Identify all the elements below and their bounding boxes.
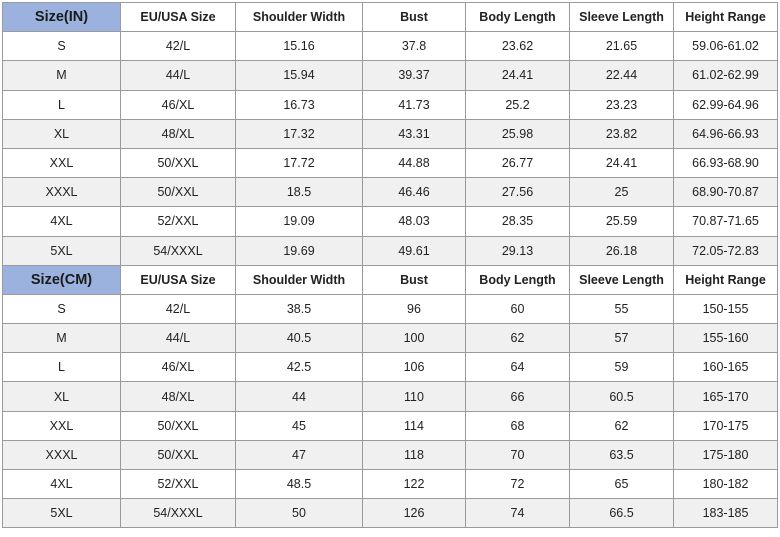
cm-table-row xyxy=(3,382,778,411)
column-header: Bust xyxy=(363,3,466,32)
table-cell: 15.16 xyxy=(236,32,363,61)
table-cell: 48.5 xyxy=(236,470,363,499)
table-cell: 110 xyxy=(363,382,466,411)
table-cell: 25.98 xyxy=(466,119,570,148)
inch-table-row xyxy=(3,61,778,90)
inch-table-row xyxy=(3,32,778,61)
inch-table-row xyxy=(3,178,778,207)
table-cell: 183-185 xyxy=(674,499,778,528)
table-cell: 26.18 xyxy=(570,236,674,265)
table-cell: 25.2 xyxy=(466,90,570,119)
table-cell: 60 xyxy=(466,294,570,323)
table-cell: 46/XL xyxy=(121,90,236,119)
table-cell: 61.02-62.99 xyxy=(674,61,778,90)
table-cell: 42/L xyxy=(121,294,236,323)
table-cell: 44/L xyxy=(121,61,236,90)
table-cell: 59.06-61.02 xyxy=(674,32,778,61)
table-cell: 21.65 xyxy=(570,32,674,61)
table-cell: 39.37 xyxy=(363,61,466,90)
table-cell: 40.5 xyxy=(236,324,363,353)
size-cell: XL xyxy=(3,382,121,411)
table-cell: 17.32 xyxy=(236,119,363,148)
inch-unit-label: Size(IN) xyxy=(3,3,121,32)
cm-table-row xyxy=(3,324,778,353)
inch-table-row xyxy=(3,90,778,119)
table-cell: 66.5 xyxy=(570,499,674,528)
column-header: Body Length xyxy=(466,3,570,32)
column-header: Sleeve Length xyxy=(570,3,674,32)
table-cell: 22.44 xyxy=(570,61,674,90)
table-cell: 55 xyxy=(570,294,674,323)
table-cell: 42.5 xyxy=(236,353,363,382)
table-cell: 25 xyxy=(570,178,674,207)
table-cell: 42/L xyxy=(121,32,236,61)
table-cell: 50/XXL xyxy=(121,148,236,177)
size-cell: 5XL xyxy=(3,499,121,528)
column-header: Height Range xyxy=(674,3,778,32)
inch-header-row xyxy=(3,3,778,32)
table-cell: 63.5 xyxy=(570,440,674,469)
table-cell: 62.99-64.96 xyxy=(674,90,778,119)
size-cell: XL xyxy=(3,119,121,148)
table-cell: 24.41 xyxy=(570,148,674,177)
table-cell: 48.03 xyxy=(363,207,466,236)
table-cell: 68 xyxy=(466,411,570,440)
table-cell: 44 xyxy=(236,382,363,411)
table-cell: 54/XXXL xyxy=(121,499,236,528)
table-cell: 47 xyxy=(236,440,363,469)
table-cell: 50 xyxy=(236,499,363,528)
table-cell: 155-160 xyxy=(674,324,778,353)
table-cell: 16.73 xyxy=(236,90,363,119)
column-header: Body Length xyxy=(466,265,570,294)
table-cell: 59 xyxy=(570,353,674,382)
size-cell: XXL xyxy=(3,411,121,440)
size-cell: XXXL xyxy=(3,440,121,469)
table-cell: 54/XXXL xyxy=(121,236,236,265)
size-chart xyxy=(2,2,778,528)
table-cell: 24.41 xyxy=(466,61,570,90)
table-cell: 19.69 xyxy=(236,236,363,265)
table-cell: 50/XXL xyxy=(121,440,236,469)
table-cell: 72 xyxy=(466,470,570,499)
cm-table-row xyxy=(3,353,778,382)
size-cell: S xyxy=(3,294,121,323)
table-cell: 38.5 xyxy=(236,294,363,323)
size-cell: XXL xyxy=(3,148,121,177)
table-cell: 106 xyxy=(363,353,466,382)
inch-table-row xyxy=(3,236,778,265)
cm-unit-label: Size(CM) xyxy=(3,265,121,294)
table-cell: 150-155 xyxy=(674,294,778,323)
size-cell: 4XL xyxy=(3,470,121,499)
table-cell: 72.05-72.83 xyxy=(674,236,778,265)
table-cell: 49.61 xyxy=(363,236,466,265)
table-cell: 25.59 xyxy=(570,207,674,236)
table-cell: 165-170 xyxy=(674,382,778,411)
size-cell: M xyxy=(3,61,121,90)
table-cell: 18.5 xyxy=(236,178,363,207)
table-cell: 19.09 xyxy=(236,207,363,236)
table-cell: 100 xyxy=(363,324,466,353)
size-cell: XXXL xyxy=(3,178,121,207)
table-cell: 180-182 xyxy=(674,470,778,499)
cm-table-row xyxy=(3,411,778,440)
table-cell: 44/L xyxy=(121,324,236,353)
table-cell: 65 xyxy=(570,470,674,499)
inch-table-row xyxy=(3,207,778,236)
cm-table-row xyxy=(3,470,778,499)
table-cell: 52/XXL xyxy=(121,470,236,499)
cm-table-row xyxy=(3,499,778,528)
table-cell: 52/XXL xyxy=(121,207,236,236)
table-cell: 175-180 xyxy=(674,440,778,469)
table-cell: 26.77 xyxy=(466,148,570,177)
column-header: Height Range xyxy=(674,265,778,294)
table-cell: 70.87-71.65 xyxy=(674,207,778,236)
cm-table-row xyxy=(3,294,778,323)
table-cell: 15.94 xyxy=(236,61,363,90)
table-cell: 48/XL xyxy=(121,382,236,411)
table-cell: 23.62 xyxy=(466,32,570,61)
size-chart-table xyxy=(2,2,778,528)
table-cell: 50/XXL xyxy=(121,178,236,207)
table-cell: 60.5 xyxy=(570,382,674,411)
inch-table-row xyxy=(3,119,778,148)
column-header: EU/USA Size xyxy=(121,3,236,32)
column-header: Shoulder Width xyxy=(236,265,363,294)
table-cell: 43.31 xyxy=(363,119,466,148)
column-header: Bust xyxy=(363,265,466,294)
table-cell: 118 xyxy=(363,440,466,469)
table-cell: 70 xyxy=(466,440,570,469)
table-cell: 96 xyxy=(363,294,466,323)
table-cell: 48/XL xyxy=(121,119,236,148)
size-cell: M xyxy=(3,324,121,353)
table-cell: 114 xyxy=(363,411,466,440)
size-cell: S xyxy=(3,32,121,61)
table-cell: 29.13 xyxy=(466,236,570,265)
table-cell: 64.96-66.93 xyxy=(674,119,778,148)
table-cell: 62 xyxy=(466,324,570,353)
table-cell: 27.56 xyxy=(466,178,570,207)
table-cell: 46.46 xyxy=(363,178,466,207)
table-cell: 41.73 xyxy=(363,90,466,119)
column-header: Sleeve Length xyxy=(570,265,674,294)
table-cell: 126 xyxy=(363,499,466,528)
table-cell: 64 xyxy=(466,353,570,382)
table-cell: 66 xyxy=(466,382,570,411)
table-cell: 45 xyxy=(236,411,363,440)
table-cell: 50/XXL xyxy=(121,411,236,440)
table-cell: 37.8 xyxy=(363,32,466,61)
table-cell: 74 xyxy=(466,499,570,528)
column-header: Shoulder Width xyxy=(236,3,363,32)
table-cell: 44.88 xyxy=(363,148,466,177)
table-cell: 23.23 xyxy=(570,90,674,119)
size-cell: L xyxy=(3,353,121,382)
column-header: EU/USA Size xyxy=(121,265,236,294)
table-cell: 46/XL xyxy=(121,353,236,382)
table-cell: 62 xyxy=(570,411,674,440)
table-cell: 57 xyxy=(570,324,674,353)
table-cell: 66.93-68.90 xyxy=(674,148,778,177)
table-cell: 23.82 xyxy=(570,119,674,148)
table-cell: 68.90-70.87 xyxy=(674,178,778,207)
table-cell: 170-175 xyxy=(674,411,778,440)
cm-table-row xyxy=(3,440,778,469)
table-cell: 17.72 xyxy=(236,148,363,177)
size-cell: 4XL xyxy=(3,207,121,236)
inch-table-row xyxy=(3,148,778,177)
table-cell: 122 xyxy=(363,470,466,499)
cm-header-row xyxy=(3,265,778,294)
size-cell: 5XL xyxy=(3,236,121,265)
table-cell: 28.35 xyxy=(466,207,570,236)
table-cell: 160-165 xyxy=(674,353,778,382)
size-cell: L xyxy=(3,90,121,119)
